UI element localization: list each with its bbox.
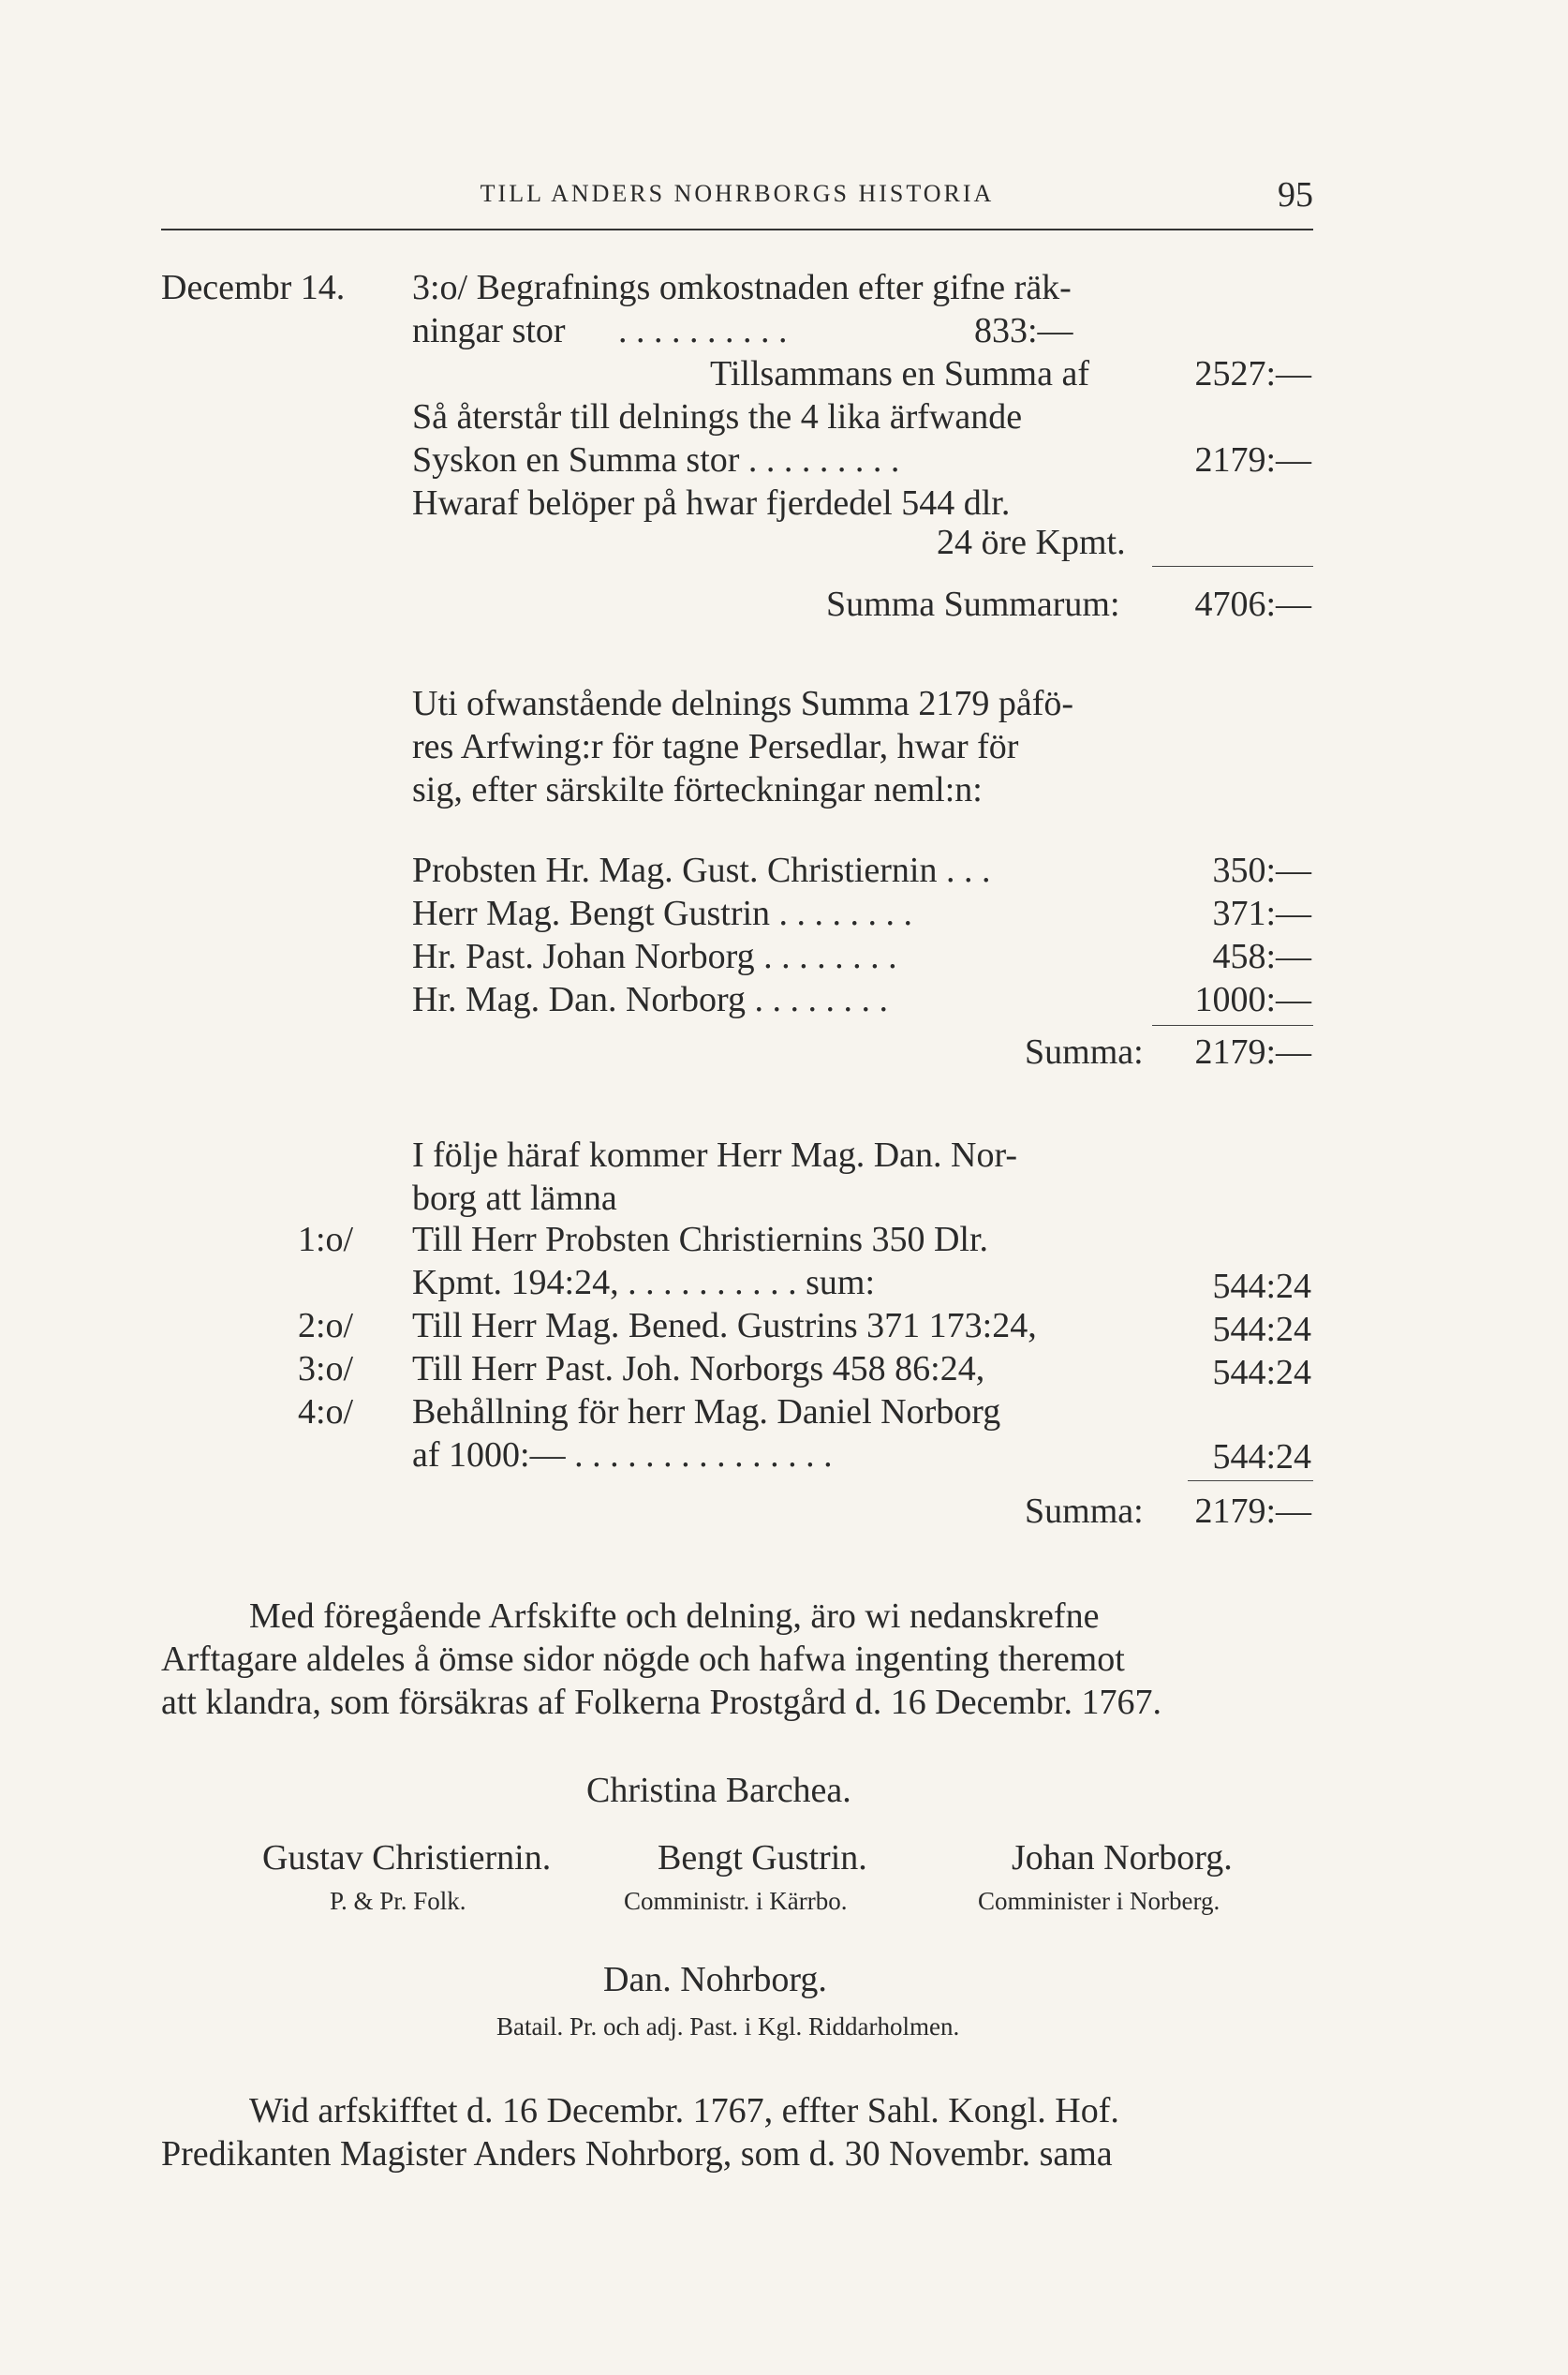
item-value: 544:24 xyxy=(1212,1437,1311,1477)
section2-line1: Uti ofwanstående delnings Summa 2179 påfö- xyxy=(412,684,1074,723)
footer-line2: Predikanten Magister Anders Nohrborg, som d. 30 Novembr. sama xyxy=(161,2134,1113,2174)
section1-line7: 24 öre Kpmt. xyxy=(937,523,1126,562)
section1-line5: Syskon en Summa stor . . . . . . . . . xyxy=(412,440,900,480)
item-number: 2:o/ xyxy=(298,1306,354,1345)
closing-line1: Med föregående Arfskifte och delning, äro wi nedanskrefne xyxy=(249,1596,1100,1636)
section3-line2: borg att lämna xyxy=(412,1179,617,1218)
signature-title: Comministr. i Kärrbo. xyxy=(624,1887,848,1915)
summa-summarum-value: 4706:— xyxy=(1194,585,1311,624)
item-text: Till Herr Probsten Christiernins 350 Dlr. xyxy=(412,1220,989,1259)
signature-name: Johan Norborg. xyxy=(1012,1838,1233,1878)
section3-summa-value: 2179:— xyxy=(1194,1492,1311,1531)
section1-line2-leader: . . . . . . . . . . xyxy=(618,311,788,350)
item-value: 544:24 xyxy=(1212,1353,1311,1392)
signature-name: Dan. Nohrborg. xyxy=(603,1960,827,1999)
section1-line4: Så återstår till delnings the 4 lika ärfwande xyxy=(412,397,1023,437)
entry-date: Decembr 14. xyxy=(161,268,346,307)
header-title: TILL ANDERS NOHRBORGS HISTORIA xyxy=(480,180,995,207)
section1-line2: ningar stor xyxy=(412,311,566,350)
section1-line3-value: 2527:— xyxy=(1194,354,1311,393)
section1-line1: 3:o/ Begrafnings omkostnaden efter gifne räk- xyxy=(412,268,1072,307)
heir-row-name: Probsten Hr. Mag. Gust. Christiernin . . . xyxy=(412,851,991,890)
heir-row-value: 371:— xyxy=(1212,894,1311,933)
item-value: 544:24 xyxy=(1212,1267,1311,1306)
signature-name: Bengt Gustrin. xyxy=(658,1838,867,1878)
item-number: 4:o/ xyxy=(298,1392,354,1432)
item-text: Behållning för herr Mag. Daniel Norborg xyxy=(412,1392,1001,1432)
item-continuation: Kpmt. 194:24, . . . . . . . . . . sum: xyxy=(412,1263,876,1302)
heir-row-name: Hr. Past. Johan Norborg . . . . . . . . xyxy=(412,937,897,976)
running-header xyxy=(161,175,1313,230)
section2-summa-label: Summa: xyxy=(1025,1032,1144,1072)
sum-rule-2 xyxy=(1152,1025,1313,1026)
item-continuation: af 1000:— . . . . . . . . . . . . . . . xyxy=(412,1435,833,1475)
item-text: Till Herr Mag. Bened. Gustrins 371 173:24, xyxy=(412,1306,1037,1345)
section1-line6: Hwaraf belöper på hwar fjerdedel 544 dlr. xyxy=(412,483,1011,523)
item-number: 1:o/ xyxy=(298,1220,354,1259)
sum-rule-1 xyxy=(1152,566,1313,567)
section2-summa-value: 2179:— xyxy=(1194,1032,1311,1072)
section3-summa-label: Summa: xyxy=(1025,1492,1144,1531)
sum-rule-3 xyxy=(1188,1480,1313,1481)
heir-row-value: 458:— xyxy=(1212,937,1311,976)
closing-line2: Arftagare aldeles å ömse sidor nögde och hafwa ingenting theremot xyxy=(161,1640,1125,1679)
heir-row-name: Herr Mag. Bengt Gustrin . . . . . . . . xyxy=(412,894,913,933)
section2-line2: res Arfwing:r för tagne Persedlar, hwar för xyxy=(412,727,1019,766)
heir-row-value: 1000:— xyxy=(1194,980,1311,1019)
closing-line3: att klandra, som försäkras af Folkerna Prostgård d. 16 Decembr. 1767. xyxy=(161,1683,1161,1722)
section1-line2-value: 833:— xyxy=(974,311,1073,350)
section1-line5-value: 2179:— xyxy=(1194,440,1311,480)
section2-line3: sig, efter särskilte förteckningar neml:n: xyxy=(412,770,983,809)
signature-name: Christina Barchea. xyxy=(586,1771,851,1810)
section3-line1: I följe häraf kommer Herr Mag. Dan. Nor- xyxy=(412,1136,1018,1175)
item-text: Till Herr Past. Joh. Norborgs 458 86:24, xyxy=(412,1349,985,1388)
item-number: 3:o/ xyxy=(298,1349,354,1388)
section1-line3: Tillsammans en Summa af xyxy=(710,354,1089,393)
heir-row-name: Hr. Mag. Dan. Norborg . . . . . . . . xyxy=(412,980,889,1019)
signature-title: Batail. Pr. och adj. Past. i Kgl. Riddarholmen. xyxy=(496,2012,960,2041)
heir-row-value: 350:— xyxy=(1212,851,1311,890)
signature-name: Gustav Christiernin. xyxy=(262,1838,552,1878)
item-value: 544:24 xyxy=(1212,1310,1311,1349)
page-number: 95 xyxy=(1278,175,1313,215)
signature-title: P. & Pr. Folk. xyxy=(330,1887,466,1915)
signature-title: Comminister i Norberg. xyxy=(978,1887,1220,1915)
summa-summarum-label: Summa Summarum: xyxy=(826,585,1120,624)
footer-line1: Wid arfskifftet d. 16 Decembr. 1767, effter Sahl. Kongl. Hof. xyxy=(249,2091,1119,2130)
